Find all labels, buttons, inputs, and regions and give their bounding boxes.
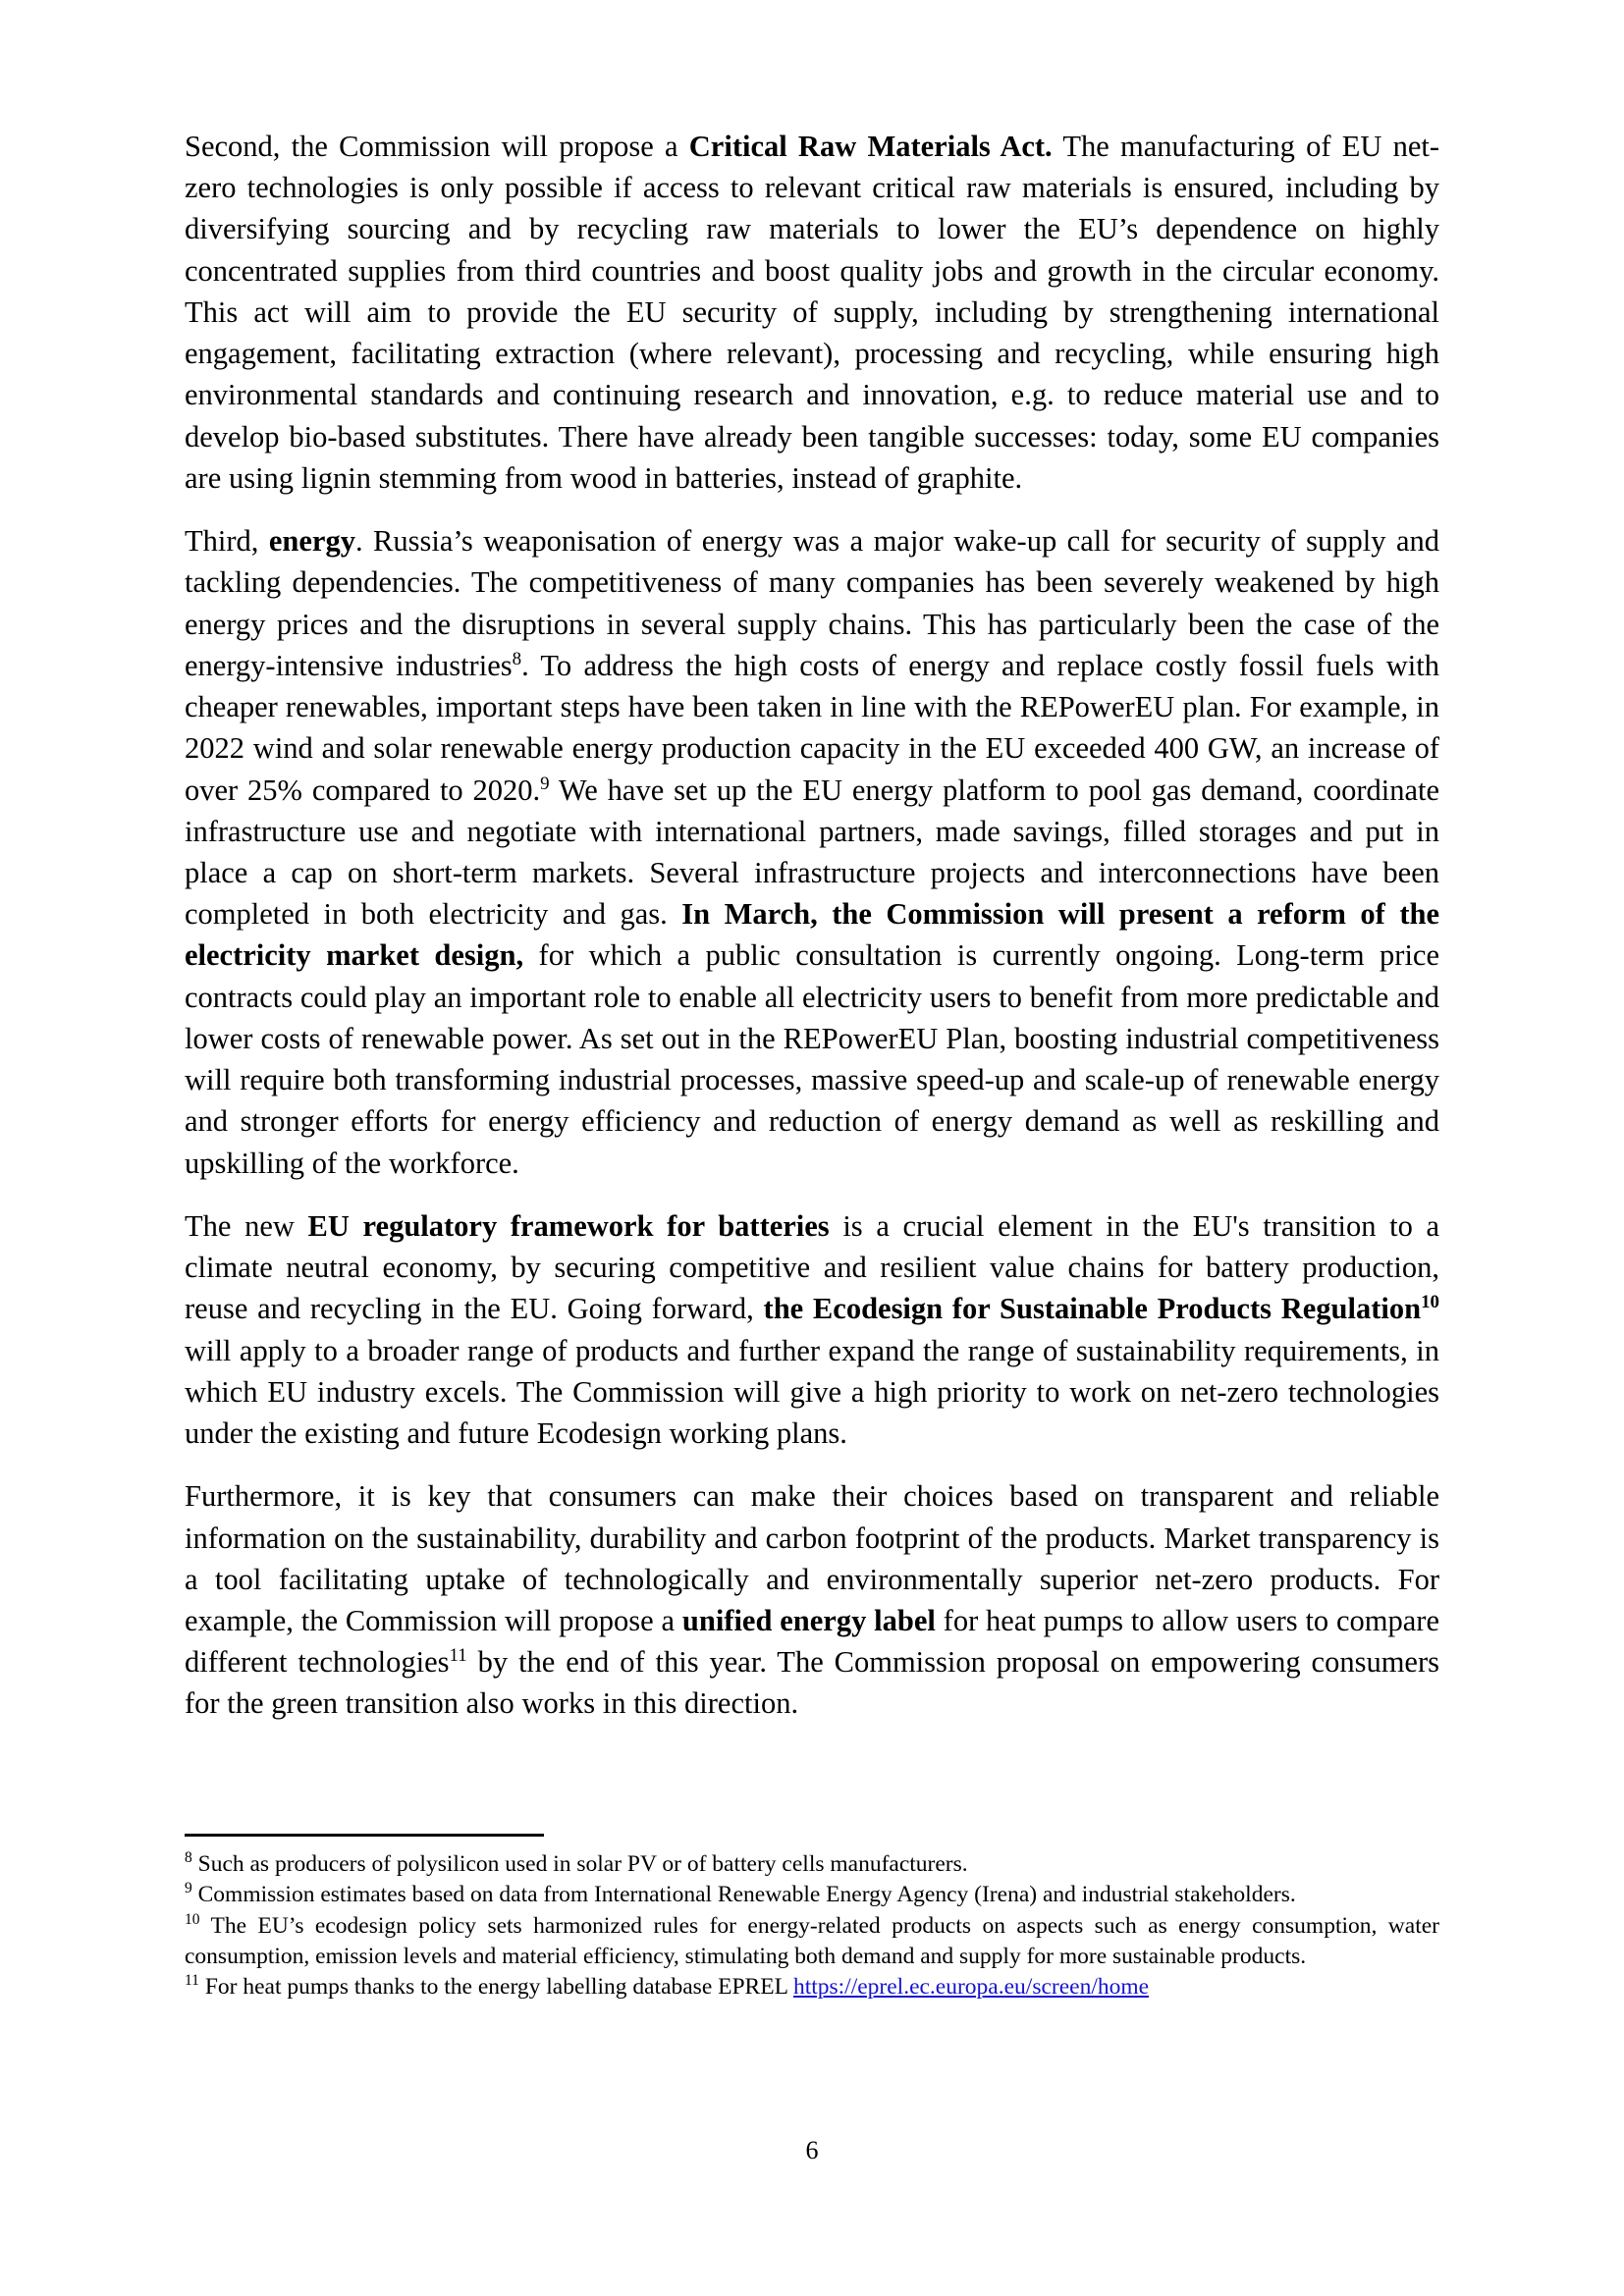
footnote-marker-11: 11: [185, 1972, 199, 1990]
bold-run: unified energy label: [681, 1603, 936, 1637]
footnote-reference[interactable]: 9: [540, 773, 550, 794]
footnote-text-10: The EU’s ecodesign policy sets harmonized rules for energy-related products on aspects such as energy consumption, water consumption, emission levels and material efficiency, stimulating both demand and supply for more sustainable products.: [185, 1912, 1439, 1969]
footnote-reference[interactable]: 11: [449, 1645, 467, 1667]
eprel-database-link[interactable]: https://eprel.ec.europa.eu/screen/home: [792, 1974, 1150, 2000]
paragraph-critical-raw-materials: Second, the Commission will propose a Critical Raw Materials Act. The manufacturing of EU net-zero technologies is only possible if access to relevant critical raw materials is ensured, including by diversifying sourcing and by recycling raw materials to lower the EU’s dependence on highly concentrated supplies from third countries and boost quality jobs and growth in the circular economy. This act will aim to provide the EU security of supply, including by strengthening international engagement, facilitating extraction (where relevant), processing and recycling, while ensuring high environmental standards and continuing research and innovation, e.g. to reduce material use and to develop bio-based substitutes. There have already been tangible successes: today, some EU companies are using lignin stemming from wood in batteries, instead of graphite.: [185, 130, 1439, 495]
page-number: 6: [805, 2136, 819, 2164]
bold-run: In March, the Commission will present a reform of the electricity market design,: [185, 897, 1439, 973]
footnote-reference[interactable]: 10: [1421, 1292, 1439, 1313]
bold-run: energy: [268, 524, 355, 559]
footnote-separator-rule: [185, 1834, 544, 1837]
footnote-marker-10: 10: [185, 1910, 200, 1928]
footnote-text-11-before-link: For heat pumps thanks to the energy labelling database EPREL: [204, 1974, 793, 2000]
paragraph-energy: Third, energy. Russia’s weaponisation of energy was a major wake-up call for security of supply and tackling dependencies. The competitiveness of many companies has been severely weakened by high energy prices and the disruptions in several supply chains. This has particularly been the case of the energy-intensive industries$^8$. To address the high costs of energy and replace costly fossil fuels with cheaper renewables, important steps have been taken in line with the REPowerEU plan. For example, in 2022 wind and solar renewable energy production capacity in the EU exceeded 400 GW, an increase of over 25% compared to 2020.$^9$ We have set up the EU energy platform to pool gas demand, coordinate infrastructure use and negotiate with international partners, made savings, filled storages and put in place a cap on short-term markets. Several infrastructure projects and interconnections have been completed in both electricity and gas. In March, the Commission will present a reform of the electricity market design, for which a public consultation is currently ongoing. Long-term price contracts could play an important role to enable all electricity users to benefit from more predictable and lower costs of renewable power. As set out in the REPowerEU Plan, boosting industrial competitiveness will require both transforming industrial processes, massive speed-up and scale-up of renewable energy and stronger efforts for energy efficiency and reduction of energy demand as well as reskilling and upskilling of the workforce.: [185, 524, 1440, 1180]
bold-run: Critical Raw Materials Act.: [688, 130, 1053, 163]
paragraph-consumers: Furthermore, it is key that consumers can make their choices based on transparent and reliable information on the sustainability, durability and carbon footprint of the products. Market transparency is a tool facilitating uptake of technologically and environmentally superior net-zero products. For example, the Commission will propose a unified energy label for heat pumps to allow users to compare different technologies$^{11}$ by the end of this year. The Commission proposal on empowering consumers for the green transition also works in this direction.: [185, 1479, 1439, 1721]
footnote-11: [185, 1972, 1439, 2002]
footnote-10: [185, 1911, 1439, 1973]
footnote-marker-9: 9: [185, 1880, 192, 1897]
body-text-block: [185, 126, 1439, 1725]
footnote-text-8: Such as producers of polysilicon used in solar PV or of battery cells manufacturers.: [197, 1851, 968, 1877]
footnote-text-9: Commission estimates based on data from International Renewable Energy Agency (Irena) and industrial stakeholders.: [197, 1882, 1296, 1908]
bold-run: EU regulatory framework for batteries: [307, 1208, 830, 1243]
paragraph-batteries: The new EU regulatory framework for batteries is a crucial element in the EU's transition to a climate neutral economy, by securing competitive and resilient value chains for battery production, reuse and recycling in the EU. Going forward, the Ecodesign for Sustainable Products Regulation$^{10}$ will apply to a broader range of products and further expand the range of sustainability requirements, in which EU industry excels. The Commission will give a high priority to work on net-zero technologies under the existing and future Ecodesign working plans.: [185, 1208, 1440, 1451]
footnote-marker-8: 8: [185, 1849, 192, 1867]
footnote-8: [185, 1849, 1439, 1880]
footnote-area: [185, 1834, 1439, 2002]
footnote-9: [185, 1880, 1439, 1910]
bold-run: the Ecodesign for Sustainable Products Regulation: [763, 1292, 1422, 1326]
footnote-reference[interactable]: 8: [512, 648, 522, 669]
